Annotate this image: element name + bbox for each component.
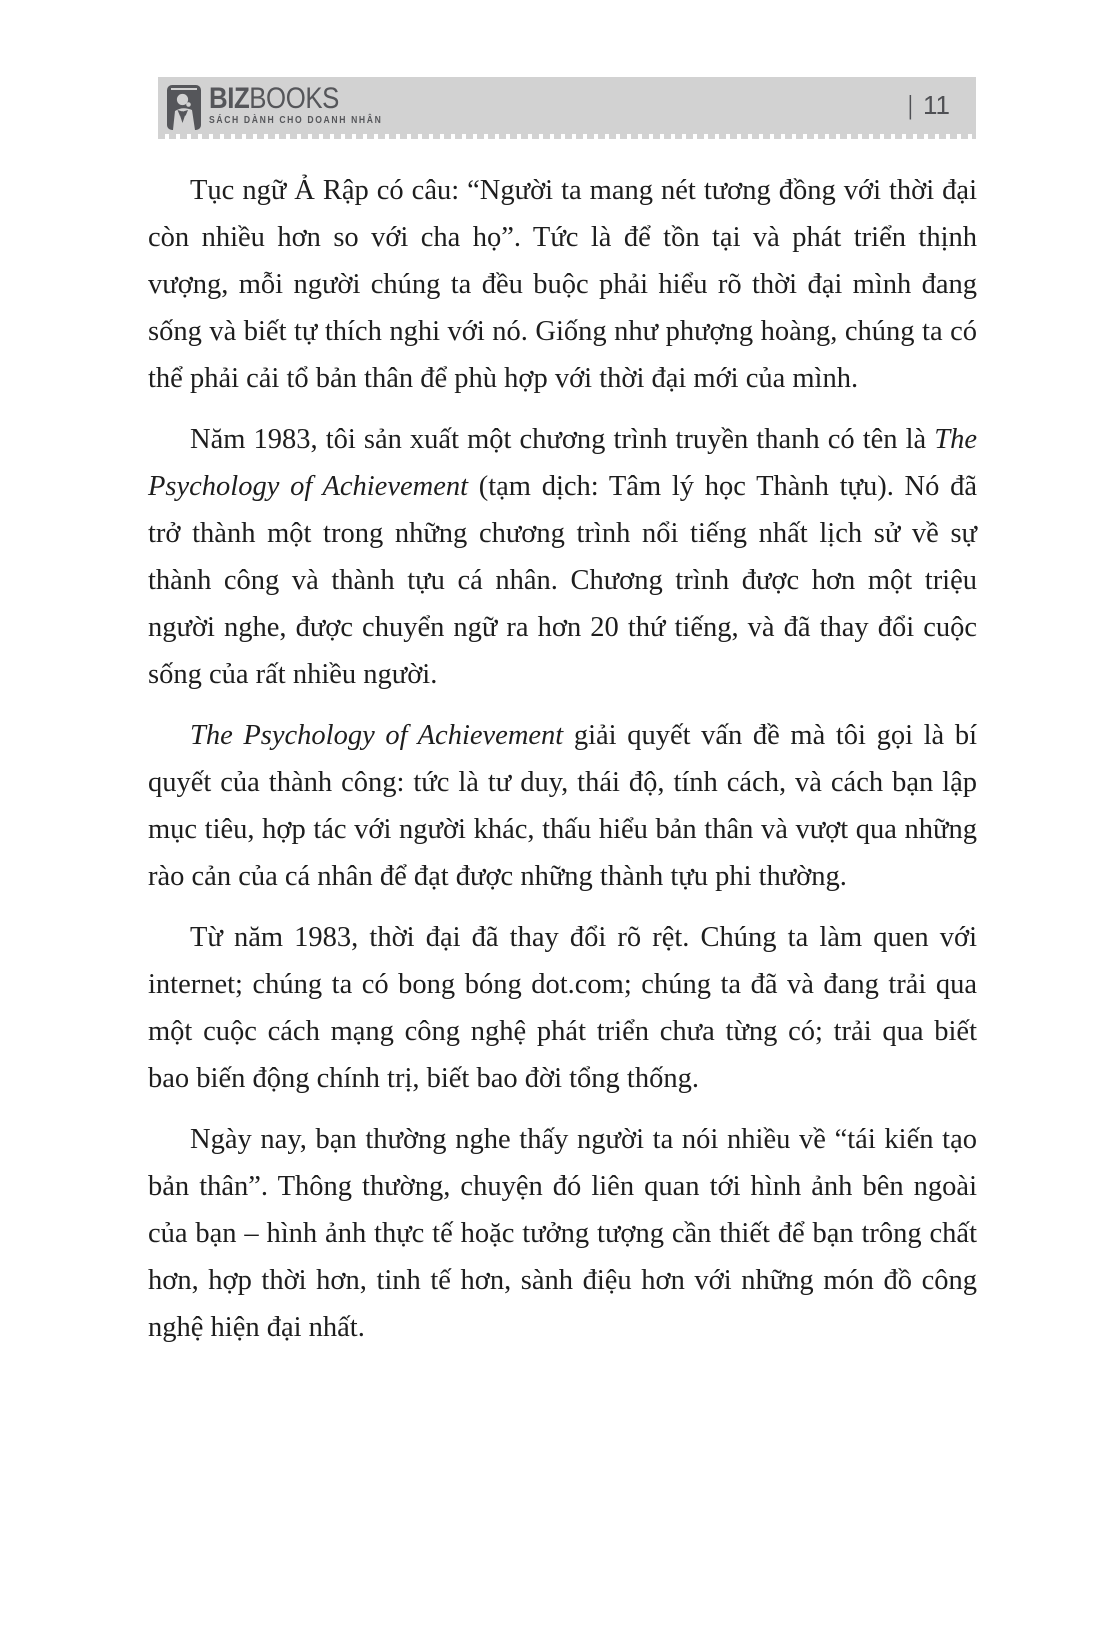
header-bar <box>158 77 976 134</box>
page-number-separator: | <box>908 90 913 120</box>
body-text <box>148 167 977 1365</box>
paragraph <box>148 416 977 698</box>
text-run: Ngày nay, bạn thường nghe thấy người ta nói nhiều về “tái kiến tạo bản thân”. Thông thường, chuyện đó liên quan tới hình ảnh bên ngoài của bạn – hình ảnh thực tế hoặc tưởng tượng cần thiết để bạn trông chất hơn, hợp thời hơn, tinh tế hơn, sành điệu hơn với những món đồ công nghệ hiện đại nhất. <box>148 1124 977 1343</box>
paragraph <box>148 1116 977 1351</box>
page-number: 11 <box>923 90 950 120</box>
paragraph <box>148 914 977 1102</box>
paragraph <box>148 712 977 900</box>
text-run: Năm 1983, tôi sản xuất một chương trình truyền thanh có tên là <box>190 424 935 455</box>
paragraph <box>148 167 977 402</box>
brand-text-block <box>209 82 383 126</box>
brand-name-books: BOOKS <box>249 82 339 115</box>
text-run: giải quyết vấn đề mà tôi gọi là bí quyết của thành công: tức là tư duy, thái độ, tính cách, và cách bạn lập mục tiêu, hợp tác với người khác, thấu hiểu bản thân và vượt qua những rào cản của cá nhân để đạt được những thành tựu phi thường. <box>148 720 977 892</box>
bizbooks-businessman-book-logo-icon <box>167 83 201 130</box>
italic-run: The Psychology of Achievement <box>148 424 977 502</box>
brand-name <box>209 82 382 115</box>
text-run: (tạm dịch: Tâm lý học Thành tựu). Nó đã trở thành một trong những chương trình nổi tiếng nhất lịch sử về sự thành công và thành tựu cá nhân. Chương trình được hơn một triệu người nghe, được chuyển ngữ ra hơn 20 thứ tiếng, và đã thay đổi cuộc sống của rất nhiều người. <box>148 471 977 690</box>
brand-tagline: SÁCH DÀNH CHO DOANH NHÂN <box>209 115 383 126</box>
perforated-edge <box>158 134 976 139</box>
text-run: Tục ngữ Ả Rập có câu: “Người ta mang nét tương đồng với thời đại còn nhiều hơn so với cha họ”. Tức là để tồn tại và phát triển thịnh vượng, mỗi người chúng ta đều buộc phải hiểu rõ thời đại mình đang sống và biết tự thích nghi với nó. Giống như phượng hoàng, chúng ta có thể phải cải tổ bản thân để phù hợp với thời đại mới của mình. <box>148 175 977 394</box>
text-run: Từ năm 1983, thời đại đã thay đổi rõ rệt. Chúng ta làm quen với internet; chúng ta có bong bóng dot.com; chúng ta đã và đang trải qua một cuộc cách mạng công nghệ phát triển chưa từng có; trải qua biết bao biến động chính trị, biết bao đời tổng thống. <box>148 922 977 1094</box>
page-number-group <box>907 90 950 121</box>
brand-logo <box>167 81 411 130</box>
italic-run: The Psychology of Achievement <box>190 720 564 751</box>
brand-name-biz: BIZ <box>209 82 250 115</box>
